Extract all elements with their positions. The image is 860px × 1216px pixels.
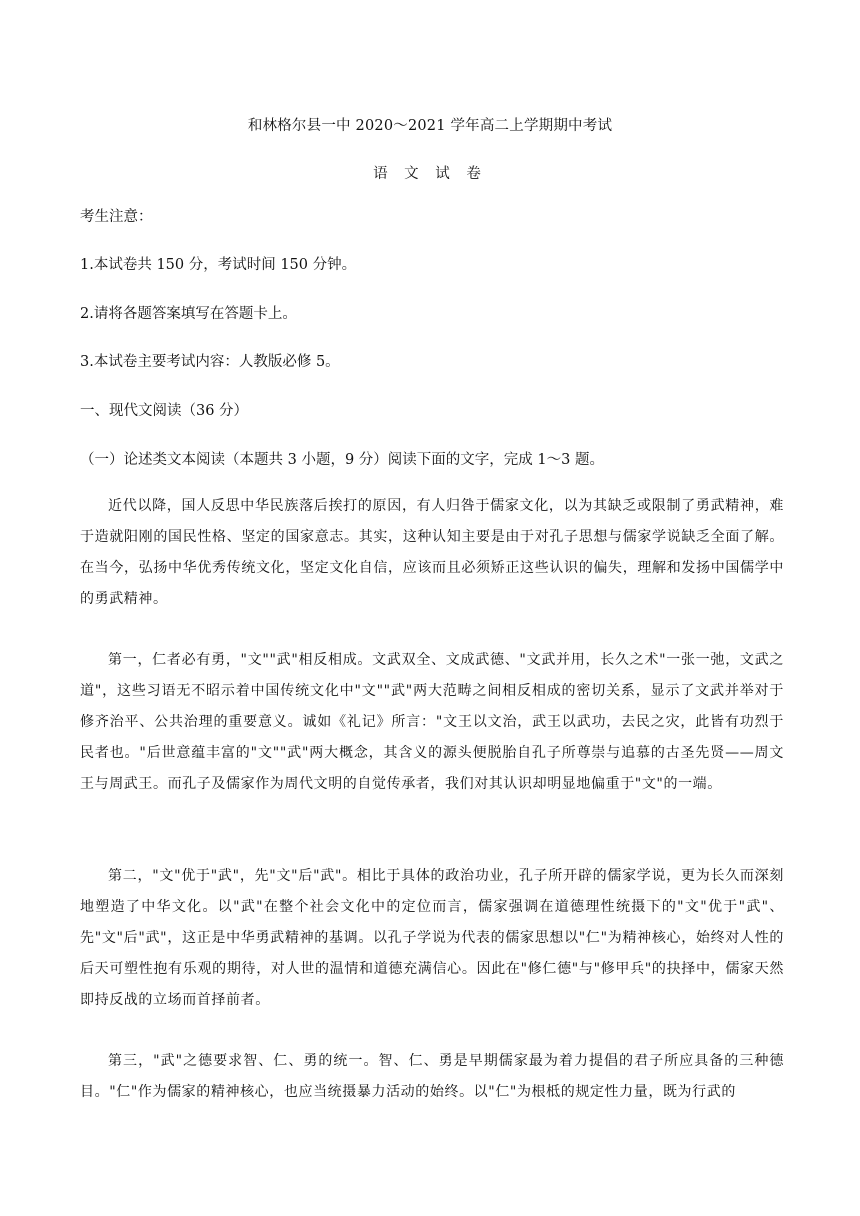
article-paragraph: 第二，"文"优于"武"，先"文"后"武"。相比于具体的政治功业，孔子所开辟的儒家学说，更为长久而深刻地塑造了中华文化。以"武"在整个社会文化中的定位而言，儒家强调在道德理性统摄下的"文"优于"武"、先"文"后"武"，这正是中华勇武精神的基调。以孔子学说为代表的儒家思想以"仁"为精神核心，始终对人性的后天可塑性抱有乐观的期待，对人世的温情和道德充满信心。因此在"修仁德"与"修甲兵"的抉择中，儒家天然即持反战的立场而首择前者。	[80, 868, 784, 1008]
section-heading: 一、现代文阅读（36 分）	[80, 403, 249, 419]
notice-item: 3.本试卷主要考试内容：人教版必修 5。	[80, 354, 340, 370]
notice-heading: 考生注意：	[80, 209, 153, 225]
notice-item: 1.本试卷共 150 分，考试时间 150 分钟。	[80, 257, 357, 273]
exam-subtitle: 语 文 试 卷	[373, 166, 487, 182]
article-paragraph: 近代以降，国人反思中华民族落后挨打的原因，有人归咎于儒家文化，以为其缺乏或限制了勇武精神，难于造就阳刚的国民性格、坚定的国家意志。其实，这种认知主要是由于对孔子思想与儒家学说缺乏全面了解。在当今，弘扬中华优秀传统文化，坚定文化自信，应该而且必须矫正这些认识的偏失，理解和发扬中国儒学中的勇武精神。	[80, 498, 784, 607]
notice-item: 2.请将各题答案填写在答题卡上。	[80, 306, 297, 322]
article-paragraph: 第三，"武"之德要求智、仁、勇的统一。智、仁、勇是早期儒家最为着力提倡的君子所应具备的三种德目。"仁"作为儒家的精神核心，也应当统摄暴力活动的始终。以"仁"为根柢的规定性力量，既为行武的	[80, 1053, 784, 1100]
exam-title: 和林格尔县一中 2020～2021 学年高二上学期期中考试	[247, 118, 613, 134]
article-paragraph: 第一，仁者必有勇，"文""武"相反相成。文武双全、文成武德、"文武并用，长久之术"一张一弛，文武之道"，这些习语无不昭示着中国传统文化中"文""武"两大范畴之间相反相成的密切关系，显示了文武并举对于修齐治平、公共治理的重要意义。诚如《礼记》所言："文王以文治，武王以武功，去民之灾，此皆有功烈于民者也。"后世意蕴丰富的"文""武"两大概念，其含义的源头便脱胎自孔子所尊崇与追慕的古圣先贤——周文王与周武王。而孔子及儒家作为周代文明的自觉传承者，我们对其认识却明显地偏重于"文"的一端。	[80, 652, 784, 792]
section-subheading: （一）论述类文本阅读（本题共 3 小题，9 分）阅读下面的文字，完成 1～3 题。	[80, 452, 604, 468]
